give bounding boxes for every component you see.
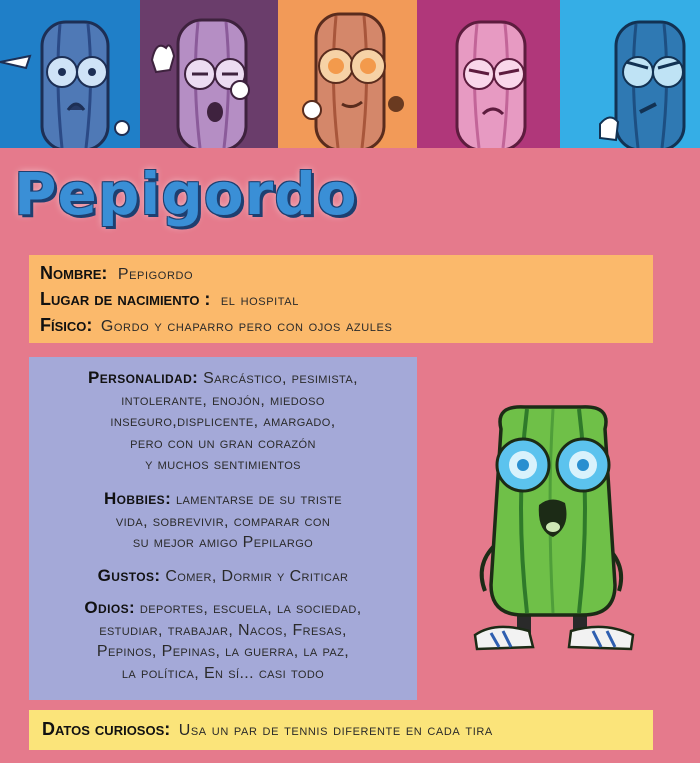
personalidad-line: Sarcástico, pesimista, <box>203 370 358 387</box>
lugar-row <box>40 289 299 310</box>
nombre-label: Nombre: <box>40 263 108 283</box>
pepigordo-illustration <box>455 395 655 660</box>
mood-strip <box>0 0 700 148</box>
gustos-label: Gustos: <box>97 566 161 585</box>
odios-line: estudiar, trabajar, Nacos, Fresas, <box>99 621 347 639</box>
hobbies-label: Hobbies: <box>104 489 172 508</box>
character-sad-illustration <box>417 0 560 148</box>
fisico-value: Gordo y chaparro pero con ojos azules <box>100 318 393 335</box>
panel-tired <box>140 0 278 148</box>
personalidad-line: inseguro,displicente, amargado, <box>110 413 336 430</box>
info-box <box>29 255 653 343</box>
odios-line: deportes, escuela, la sociedad, <box>139 600 362 617</box>
curiosos-box <box>29 710 653 750</box>
lugar-label: Lugar de nacimiento : <box>40 289 211 309</box>
character-tired-illustration <box>140 0 278 148</box>
character-smug-illustration <box>278 0 417 148</box>
character-angry-illustration <box>560 0 700 148</box>
panel-angry <box>560 0 700 148</box>
hobbies-block <box>29 488 417 554</box>
odios-block <box>29 597 417 684</box>
personalidad-label: Personalidad: <box>88 368 199 387</box>
pepigordo-figure <box>455 395 655 665</box>
hobbies-line: su mejor amigo Pepilargo <box>132 534 314 551</box>
curiosos-row <box>42 719 493 740</box>
fisico-row <box>40 315 392 336</box>
hobbies-line: lamentarse de su triste <box>176 491 342 508</box>
odios-line: la política, En sí... casi todo <box>121 664 325 682</box>
lugar-value: el hospital <box>220 292 299 309</box>
panel-sad <box>417 0 560 148</box>
curiosos-value: Usa un par de tennis diferente en cada tira <box>178 722 493 739</box>
nombre-value: Pepigordo <box>117 266 194 283</box>
personalidad-line: intolerante, enojón, miedoso <box>121 391 325 409</box>
fisico-label: Físico: <box>40 315 93 335</box>
curiosos-label: Datos curiosos: <box>42 719 171 739</box>
nombre-row <box>40 263 193 284</box>
odios-label: Odios: <box>84 598 136 617</box>
panel-smug <box>278 0 417 148</box>
gustos-block <box>29 565 417 588</box>
hobbies-line: vida, sobrevivir, comparar con <box>115 512 331 530</box>
character-name-title: Pepigordo <box>14 160 358 228</box>
personalidad-line: pero con un gran corazón <box>130 434 316 452</box>
panel-scared <box>0 0 140 148</box>
personalidad-block <box>29 367 417 476</box>
personalidad-line: y muchos sentimientos <box>145 456 301 473</box>
gustos-value: Comer, Dormir y Criticar <box>165 568 349 585</box>
odios-line: Pepinos, Pepinas, la guerra, la paz, <box>96 643 350 660</box>
character-scared-illustration <box>0 0 140 148</box>
traits-box <box>29 357 417 700</box>
